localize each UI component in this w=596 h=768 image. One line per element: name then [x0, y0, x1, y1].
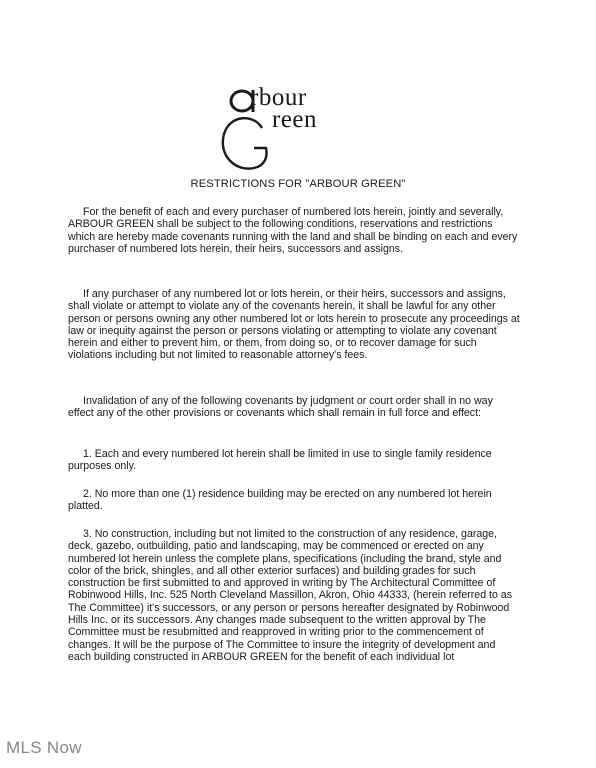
- covenant-2: 2. No more than one (1) residence building may be erected on any numbered lot herein platted.: [68, 488, 492, 513]
- paragraph-severability: Invalidation of any of the following covenants by judgment or court order shall in no way effect any of the other provisions or covenants which shall remain in full force and effect:: [68, 395, 493, 420]
- logo-word-green: reen: [272, 106, 318, 133]
- covenant-3: 3. No construction, including but not limited to the construction of any residence, garage, deck, gazebo, outbuilding, patio and landscaping, may be commenced or erected on any numbered lot herein unless the complete plans, specifications (including the brand, style and color of the brick, shingles, and all other exterior surfaces) and building grades for such construction be first submitted to and approved in writing by The Architectural Committee of Robinwood Hills, Inc. 525 North Cleveland Massillon, Akron, Ohio 44333, (herein referred to as The Committee) it's successors, or any person or persons hereafter designated by Robinwood Hills Inc. or its successors. Any changes made subsequent to the written approval by The Committee must be resubmitted and reapproved in writing prior to the commencement of changes. It will be the purpose of The Committee to insure the integrity of development and each building constructed in ARBOUR GREEN for the benefit of each individual lot: [68, 528, 512, 663]
- logo-word-arbour: rbour: [250, 84, 307, 111]
- paragraph-enforcement: If any purchaser of any numbered lot or lots herein, or their heirs, successors and assigns, shall violate or attempt to violate any of the covenants herein, it shall be lawful for any other person or persons owning any other numbered lot or lots herein to prosecute any proceedings at law or inequity against the person or persons violating or attempting to violate any covenant herein and either to prevent him, or them, from doing so, or to recover damage for such violations including but not limited to reasonable attorney's fees.: [68, 288, 520, 362]
- mls-watermark: MLS Now: [6, 738, 82, 757]
- paragraph-intro: For the benefit of each and every purchaser of numbered lots herein, jointly and severally, ARBOUR GREEN shall be subject to the following conditions, reservations and restrictions which are hereby made covenants running with the land and shall be binding on each and every purchaser of numbered lots herein, their heirs, successors and assigns.: [68, 206, 518, 255]
- document-title: RESTRICTIONS FOR "ARBOUR GREEN": [190, 178, 406, 190]
- arbour-green-logo: [214, 84, 364, 184]
- covenant-1: 1. Each and every numbered lot herein shall be limited in use to single family residence purposes only.: [68, 448, 492, 473]
